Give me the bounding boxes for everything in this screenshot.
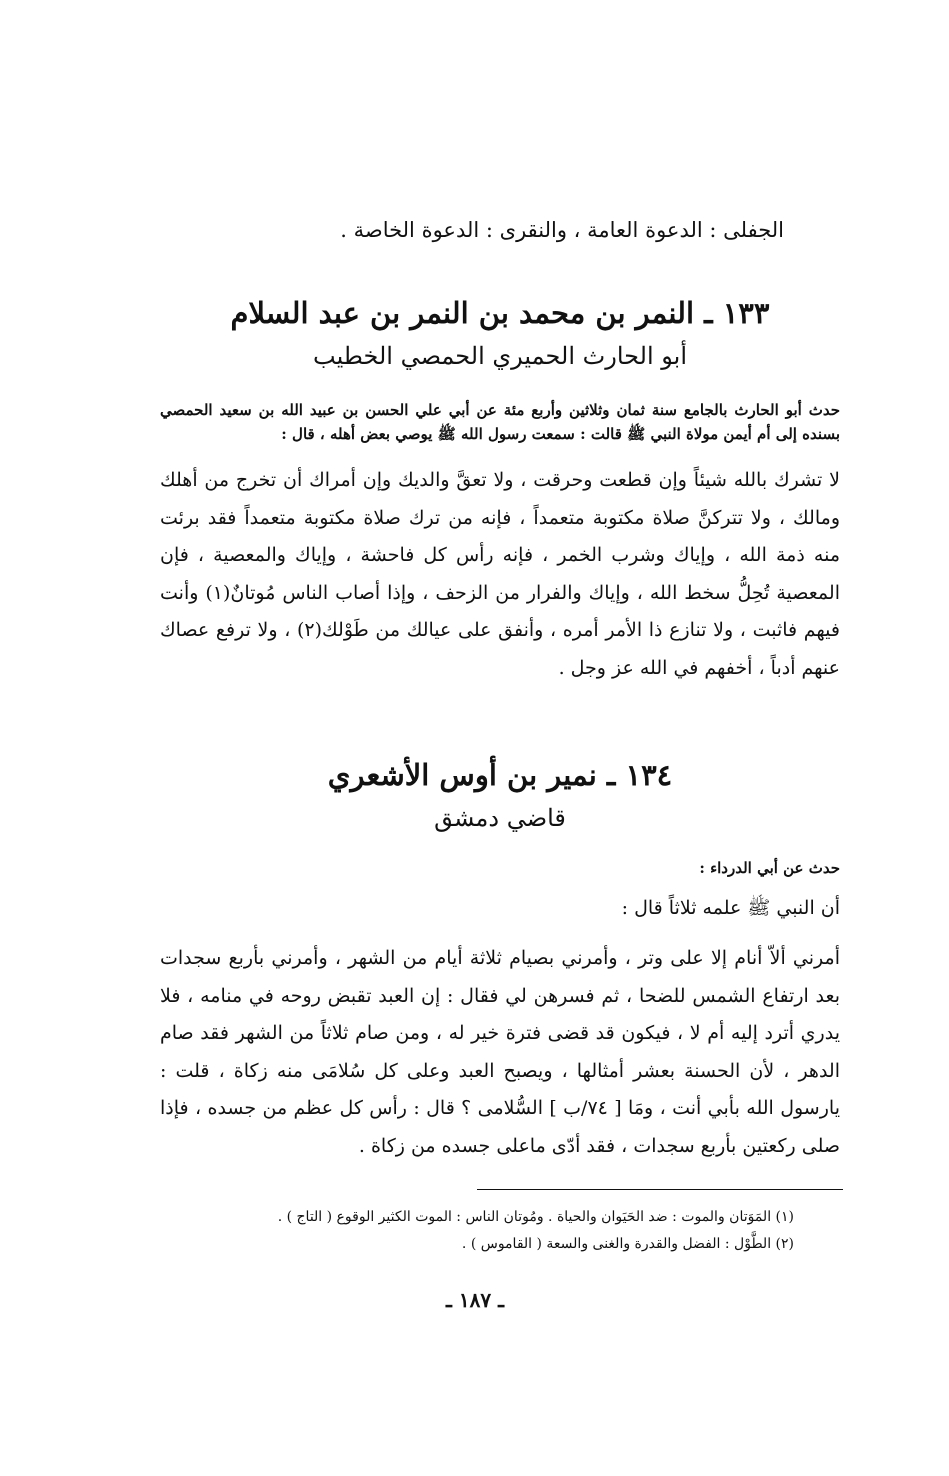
page-number: ـ ١٨٧ ـ <box>446 1288 504 1312</box>
entry-133-text: لا تشرك بالله شيئاً وإن قطعت وحرقت ، ولا تعقَّ والديك وإن أمراك أن تخرج من أهلك ومالك ، ولا تتركنَّ صلاة مكتوبة متعمداً ، فإنه من ترك صلاة مكتوبة متعمداً فقد برئت منه ذمة الله ، وإياك وشرب الخمر ، فإنه رأس كل فاحشة ، وإياك والمعصية ، فإن المعصية تُحِلُّ سخط الله ، وإياك والفرار من الزحف ، وإذا أصاب الناس مُوتانٌ(١) وأنت فيهم فاثبت ، ولا تنازع ذا الأمر أمره ، وأنفق على عيالك من طَوْلك(٢) ، ولا ترفع عصاك عنهم أدباً ، أخفهم في الله عز وجل . <box>160 469 840 679</box>
entry-133-subtitle: أبو الحارث الحميري الحمصي الخطيب <box>313 342 687 370</box>
entry-134-title: ١٣٤ ـ نمير بن أوس الأشعري <box>327 758 673 792</box>
entry-134-isnad: حدث عن أبي الدرداء : <box>699 859 840 877</box>
entry-134-subtitle: قاضي دمشق <box>434 804 566 832</box>
footnote-separator <box>477 1189 843 1190</box>
entry-133-heading <box>160 290 840 376</box>
entry-134-intro: أن النبي ﷺ علمه ثلاثاً قال : <box>621 897 840 919</box>
footnote-2: (٢) الطَّوْل : الفضل والقدرة والغنى والسعة ( القاموس ) . <box>461 1236 794 1252</box>
entry-133-isnad: حدث أبو الحارث بالجامع سنة ثمان وثلاثين وأربع مئة عن أبي علي الحسن بن عبيد الله بن سعيد الحمصي بسنده إلى أم أيمن مولاة النبي ﷺ قالت : سمعت رسول الله ﷺ يوصي بعض أهله ، قال : <box>160 401 840 443</box>
footnotes <box>250 1204 794 1258</box>
entry-134-heading <box>160 752 840 838</box>
footnote-1: (١) المَوَتان والموت : ضد الحَيَوان والحياة . ومُوتان الناس : الموت الكثير الوقوع ( التاج ) . <box>277 1209 794 1225</box>
entry-134-text: أمرني ألاّ أنام إلا على وتر ، وأمرني بصيام ثلاثة أيام من الشهر ، وأمرني بأربع سجدات بعد ارتفاع الشمس للضحا ، ثم فسرهن لي فقال : إن العبد تقبض روحه في منامه ، فلا يدري أترد إليه أم لا ، فيكون قد قضى فترة خير له ، ومن صام ثلاثاً من الشهر فقد صام الدهر ، لأن الحسنة بعشر أمثالها ، ويصبح العبد وعلى كل سُلامَى منه زكاة ، قلت : يارسول الله بأبي أنت ، ومَا [ ٧٤/ب ] السُّلامى ؟ قال : رأس كل عظم من جسده ، فإذا صلى ركعتين بأربع سجدات ، فقد أدّى ماعلى جسده من زكاة . <box>160 947 840 1157</box>
entry-133-title: ١٣٣ ـ النمر بن محمد بن النمر بن عبد السلام <box>230 296 770 330</box>
continued-text-line: الجفلى : الدعوة العامة ، والنقرى : الدعوة الخاصة . <box>340 218 784 242</box>
